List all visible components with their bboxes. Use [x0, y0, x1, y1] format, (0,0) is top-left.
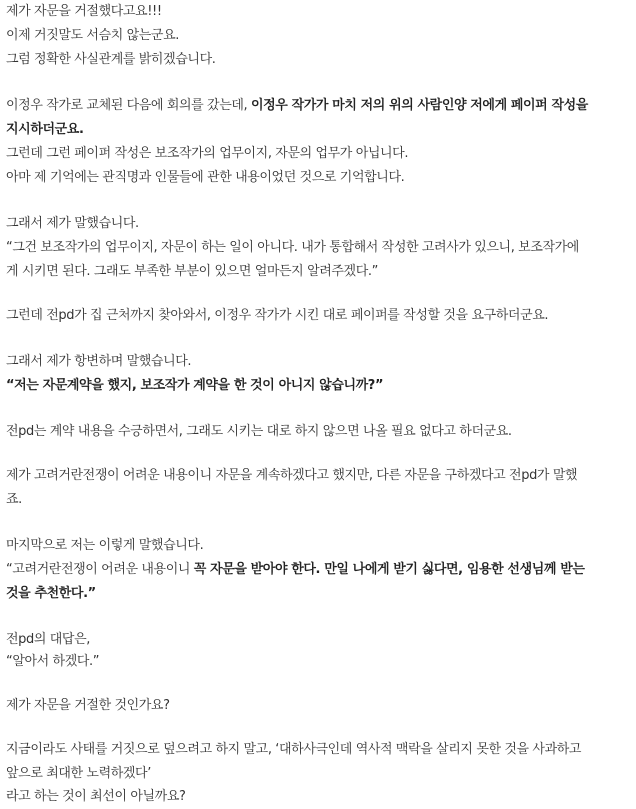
text-span: 이정우 작가로 교체된 다음에 회의를 갔는데,	[6, 98, 251, 113]
quote-line: 게 시키면 된다. 그래도 부족한 부분이 있으면 얼마든지 알려주겠다.”	[6, 264, 378, 279]
text-line: 마지막으로 저는 이렇게 말했습니다.	[6, 538, 204, 553]
text-span-bold: 꼭 자문을 받아야 한다. 만일 나에게 받기 싫다면, 임용한 선생님께 받는	[193, 562, 585, 577]
text-line: 라고 하는 것이 최선이 아닐까요?	[6, 789, 186, 804]
quote-line	[6, 558, 630, 582]
text-line: 제가 자문을 거절한 것인가요?	[6, 698, 170, 713]
text-line: 제가 고려거란전쟁이 어려운 내용이니 자문을 계속하겠다고 했지만, 다른 자문을 구하겠다고 전pd가 말했	[6, 468, 578, 483]
text-line: 앞으로 최대한 노력하겠다’	[6, 766, 151, 781]
text-line: 그래서 제가 말했습니다.	[6, 216, 139, 231]
text-line: 그럼 정확한 사실관계를 밝히겠습니다.	[6, 52, 216, 67]
text-line: 지금이라도 사태를 거짓으로 덮으려고 하지 말고, ‘대하사극인데 역사적 맥락을 살리지 못한 것을 사과하고	[6, 742, 582, 757]
quote-line-bold: 것을 추천한다.”	[6, 586, 96, 601]
text-line: 죠.	[6, 492, 22, 507]
text-span: “고려거란전쟁이 어려운 내용이니	[6, 562, 194, 577]
text-line: 제가 자문을 거절했다고요!!!	[6, 4, 162, 19]
text-span-bold: 이정우 작가가 마치 저의 위의 사람인양 저에게 페이퍼 작성을	[250, 98, 588, 113]
text-line: 전pd의 대답은,	[6, 632, 90, 647]
text-line: 전pd는 계약 내용을 수긍하면서, 그래도 시키는 대로 하지 않으면 나올 필요 없다고 하더군요.	[6, 424, 512, 439]
quote-line-bold: “저는 자문계약을 했지, 보조작가 계약을 한 것이 아니지 않습니까?”	[6, 378, 384, 393]
text-line: 아마 제 기억에는 관직명과 인물들에 관한 내용이었던 것으로 기억합니다.	[6, 170, 405, 185]
text-line-bold: 지시하더군요.	[6, 122, 84, 137]
quote-line: “그건 보조작가의 업무이지, 자문이 하는 일이 아니다. 내가 통합해서 작성한 고려사가 있으니, 보조작가에	[6, 240, 579, 255]
quote-line: “알아서 하겠다.”	[6, 654, 100, 669]
text-line: 그래서 제가 항변하며 말했습니다.	[6, 354, 192, 369]
text-line: 그런데 전pd가 집 근처까지 찾아와서, 이정우 작가가 시킨 대로 페이퍼를 작성할 것을 요구하더군요.	[6, 308, 549, 323]
text-line: 그런데 그런 페이퍼 작성은 보조작가의 업무이지, 자문의 업무가 아닙니다.	[6, 146, 409, 161]
text-line: 이제 거짓말도 서슴치 않는군요.	[6, 28, 179, 43]
text-line	[6, 94, 630, 118]
